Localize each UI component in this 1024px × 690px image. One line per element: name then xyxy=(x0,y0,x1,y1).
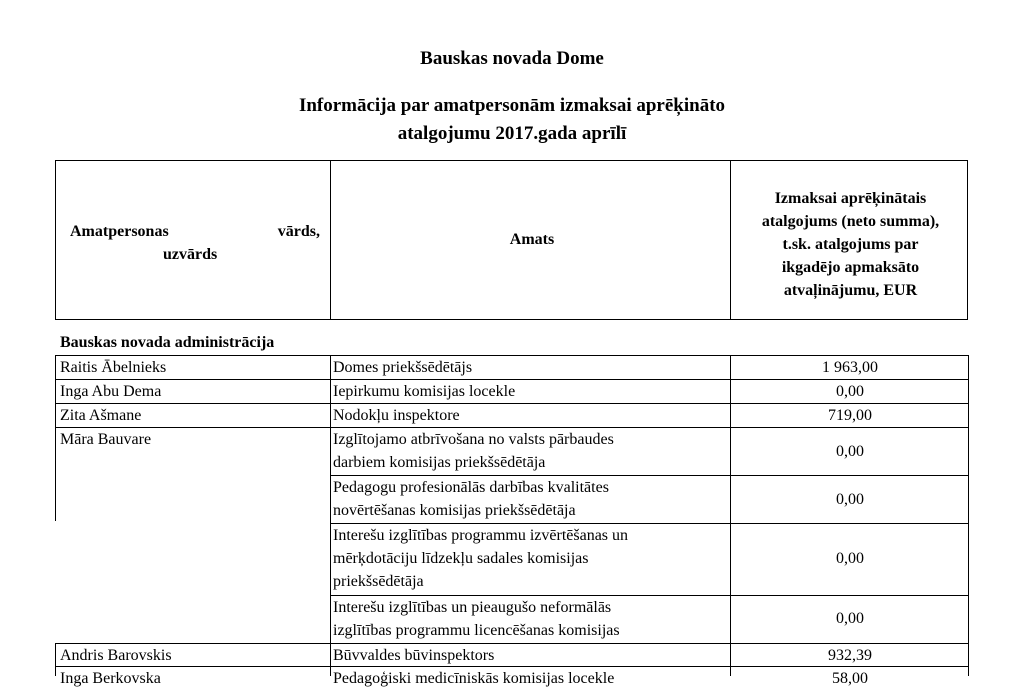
document-title: Bauskas novada Dome xyxy=(420,48,604,69)
document-subtitle-line2: atalgojumu 2017.gada aprīlī xyxy=(397,123,627,144)
cell-position: Interešu izglītības un pieaugušo neformālās xyxy=(333,599,612,616)
cell-value: 0,00 xyxy=(836,443,864,460)
header-salary-line: t.sk. atalgojums par xyxy=(782,236,919,253)
cell-value: 58,00 xyxy=(832,670,868,687)
header-name-part1: Amatpersonas xyxy=(70,223,169,240)
header-position: Amats xyxy=(509,231,555,248)
header-salary xyxy=(732,187,969,302)
cell-position: izglītības programmu licencēšanas komisijas xyxy=(333,622,620,639)
cell-position: Domes priekšsēdētājs xyxy=(333,359,473,376)
header-salary-line: Izmaksai aprēķinātais xyxy=(774,190,927,207)
header-name-part2: vārds, xyxy=(277,223,320,240)
header-name xyxy=(70,220,320,266)
cell-position: Nodokļu inspektore xyxy=(333,407,460,424)
cell-value: 0,00 xyxy=(836,550,864,567)
cell-value: 932,39 xyxy=(828,647,872,664)
cell-position: novērtēšanas komisijas priekšsēdētāja xyxy=(333,502,576,519)
cell-position: Pedagogu profesionālās darbības kvalitātes xyxy=(333,479,609,496)
cell-value: 0,00 xyxy=(836,491,864,508)
column-line xyxy=(55,643,56,676)
cell-value: 1 963,00 xyxy=(822,359,878,376)
header-name-part3: uzvārds xyxy=(163,246,218,263)
document-subtitle-line1: Informācija par amatpersonām izmaksai aprēķināto xyxy=(298,95,726,116)
cell-position: mērķdotāciju līdzekļu sadales komisijas xyxy=(333,550,589,567)
cell-name: Māra Bauvare xyxy=(60,431,152,448)
cell-position: Interešu izglītības programmu izvērtēšanas un xyxy=(333,527,629,544)
cell-name: Inga Berkovska xyxy=(60,670,161,687)
column-line xyxy=(55,355,56,521)
section-heading: Bauskas novada administrācija xyxy=(60,334,275,351)
cell-value: 719,00 xyxy=(828,407,872,424)
cell-name: Raitis Ābelnieks xyxy=(60,359,167,376)
column-line xyxy=(330,355,331,676)
header-salary-line: atvaļinājumu, EUR xyxy=(783,282,918,299)
cell-position: priekšsēdētāja xyxy=(333,573,424,590)
header-salary-line: ikgadējo apmaksāto xyxy=(781,259,920,276)
cell-value: 0,00 xyxy=(836,610,864,627)
cell-value: 0,00 xyxy=(836,383,864,400)
cell-position: darbiem komisijas priekšsēdētāja xyxy=(333,454,546,471)
cell-name: Andris Barovskis xyxy=(60,647,172,664)
cell-position: Izglītojamo atbrīvošana no valsts pārbaudes xyxy=(333,431,614,448)
header-divider xyxy=(330,161,331,319)
cell-name: Zita Ašmane xyxy=(60,407,142,424)
table-header xyxy=(55,160,968,320)
header-salary-line: atalgojums (neto summa), xyxy=(761,213,940,230)
column-line xyxy=(968,355,969,676)
cell-position: Pedagoģiski medicīniskās komisijas locekle xyxy=(333,670,615,687)
cell-name: Inga Abu Dema xyxy=(60,383,162,400)
column-line xyxy=(730,355,731,676)
cell-position: Iepirkumu komisijas locekle xyxy=(333,383,516,400)
cell-position: Būvvaldes būvinspektors xyxy=(333,647,495,664)
